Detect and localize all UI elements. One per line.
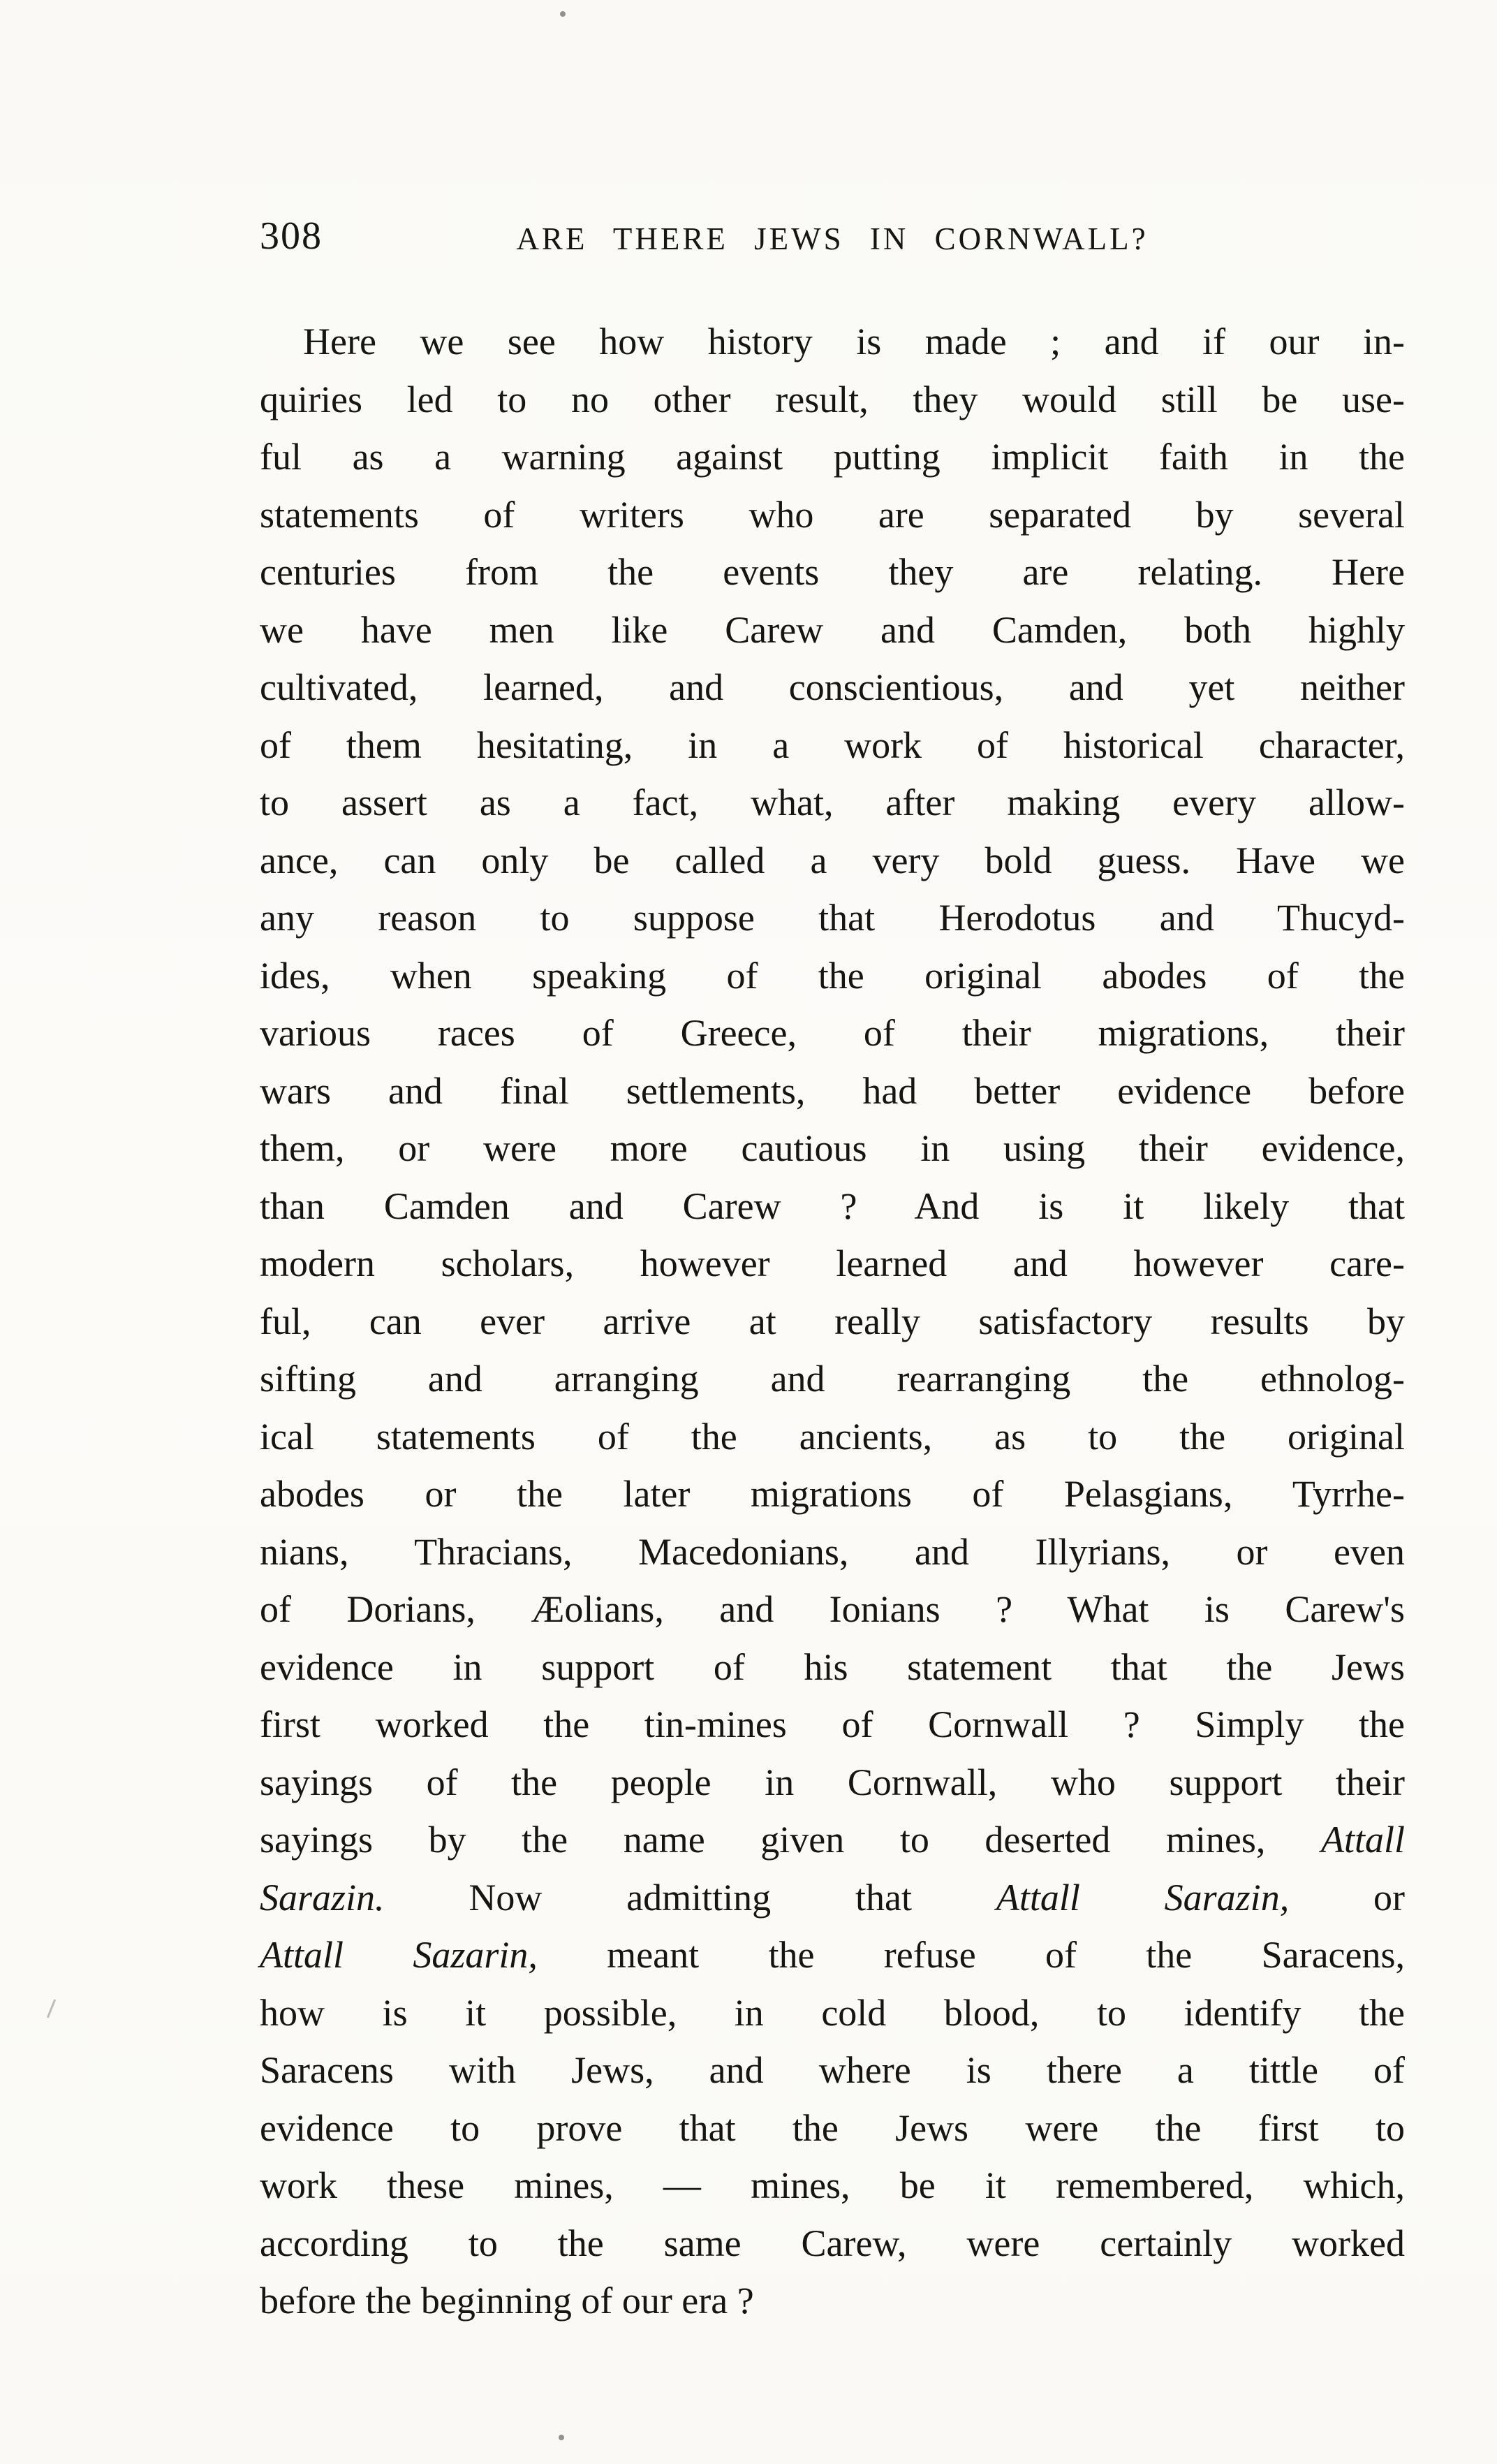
text-segment: centuries from the events they are relating. Here — [260, 551, 1405, 593]
text-segment: Now admitting that — [384, 1876, 996, 1919]
text-segment: before the beginning of our era ? — [260, 2280, 754, 2322]
text-line — [260, 2272, 1405, 2330]
text-line — [260, 1984, 1405, 2042]
text-segment: ful as a warning against putting implicit faith in the — [260, 436, 1405, 478]
text-segment: ides, when speaking of the original abodes of the — [260, 954, 1405, 997]
text-segment: first worked the tin-mines of Cornwall ? Simply the — [260, 1703, 1405, 1745]
text-line — [260, 2215, 1405, 2273]
italic-text-segment: Sarazin. — [260, 1876, 385, 1919]
text-segment: ical statements of the ancients, as to the original — [260, 1415, 1405, 1458]
text-line — [260, 1178, 1405, 1235]
text-line — [260, 1638, 1405, 1696]
text-segment: nians, Thracians, Macedonians, and Illyrians, or even — [260, 1530, 1405, 1573]
text-segment: statements of writers who are separated by several — [260, 493, 1405, 536]
text-line — [260, 947, 1405, 1005]
text-line — [260, 1523, 1405, 1581]
text-line — [260, 2041, 1405, 2099]
text-line — [260, 1062, 1405, 1120]
text-line — [260, 1926, 1405, 1984]
text-line — [260, 1869, 1405, 1927]
text-segment: than Camden and Carew ? And is it likely that — [260, 1185, 1405, 1227]
text-line — [260, 371, 1405, 429]
text-line — [260, 1581, 1405, 1638]
scan-artifact-slash-left — [47, 1999, 56, 2018]
text-line — [260, 1120, 1405, 1178]
text-line — [260, 486, 1405, 544]
text-line — [260, 889, 1405, 947]
text-segment: of Dorians, Æolians, and Ionians ? What is Carew's — [260, 1588, 1405, 1630]
text-line — [260, 543, 1405, 601]
text-segment: them, or were more cautious in using their evidence, — [260, 1127, 1405, 1169]
body-text — [260, 313, 1405, 2330]
italic-text-segment: Attall Sazarin, — [260, 1934, 538, 1976]
text-segment: any reason to suppose that Herodotus and Thucyd- — [260, 897, 1405, 939]
text-line — [260, 1754, 1405, 1812]
scan-artifact-dot-bottom — [559, 2435, 564, 2440]
text-line — [260, 659, 1405, 717]
text-line — [260, 2157, 1405, 2215]
text-line — [260, 717, 1405, 775]
text-segment: Here we see how history is made ; and if our in- — [303, 321, 1405, 362]
text-segment: abodes or the later migrations of Pelasgians, Tyrrhe- — [260, 1473, 1405, 1515]
text-line — [260, 1293, 1405, 1351]
text-segment: to assert as a fact, what, after making every allow- — [260, 782, 1405, 823]
text-segment: Saracens with Jews, and where is there a tittle of — [260, 2049, 1405, 2091]
text-line — [260, 1465, 1405, 1523]
text-segment: sifting and arranging and rearranging the ethnolog- — [260, 1358, 1405, 1400]
text-segment: or — [1289, 1876, 1406, 1919]
text-line — [260, 1811, 1405, 1869]
text-segment: we have men like Carew and Camden, both highly — [260, 608, 1405, 651]
running-header: ARE THERE JEWS IN CORNWALL? — [516, 221, 1149, 256]
text-line — [260, 1235, 1405, 1293]
text-line — [260, 774, 1405, 832]
text-segment: cultivated, learned, and conscientious, and yet neither — [260, 666, 1405, 708]
text-line — [260, 1004, 1405, 1062]
text-line — [260, 1408, 1405, 1466]
text-segment: meant the refuse of the Saracens, — [537, 1934, 1405, 1976]
italic-text-segment: Attall — [1321, 1819, 1405, 1861]
text-segment: various races of Greece, of their migrations, their — [260, 1012, 1405, 1054]
page-header — [260, 214, 1405, 260]
text-segment: according to the same Carew, were certainly worked — [260, 2222, 1405, 2264]
text-segment: evidence in support of his statement that the Jews — [260, 1645, 1405, 1688]
text-line — [260, 1696, 1405, 1754]
text-line — [260, 428, 1405, 486]
text-line — [260, 313, 1405, 371]
text-segment: modern scholars, however learned and however care- — [260, 1242, 1405, 1284]
text-line — [260, 1350, 1405, 1408]
text-line — [260, 601, 1405, 659]
text-segment: ful, can ever arrive at really satisfactory results by — [260, 1300, 1405, 1342]
scan-artifact-dot-top — [560, 11, 566, 17]
text-segment: of them hesitating, in a work of historical character, — [260, 724, 1405, 766]
text-segment: sayings of the people in Cornwall, who support their — [260, 1761, 1405, 1803]
text-segment: ance, can only be called a very bold guess. Have we — [260, 839, 1405, 881]
text-line — [260, 2099, 1405, 2157]
text-line — [260, 832, 1405, 890]
italic-text-segment: Attall Sarazin, — [996, 1876, 1290, 1919]
text-segment: how is it possible, in cold blood, to identify the — [260, 1991, 1405, 2034]
page-number: 308 — [260, 214, 323, 258]
text-segment: work these mines, — mines, be it remembered, which, — [260, 2164, 1405, 2206]
text-segment: wars and final settlements, had better evidence before — [260, 1069, 1405, 1112]
text-segment: evidence to prove that the Jews were the first to — [260, 2106, 1405, 2149]
text-segment: sayings by the name given to deserted mines, — [260, 1819, 1321, 1861]
text-segment: quiries led to no other result, they would still be use- — [260, 378, 1405, 420]
